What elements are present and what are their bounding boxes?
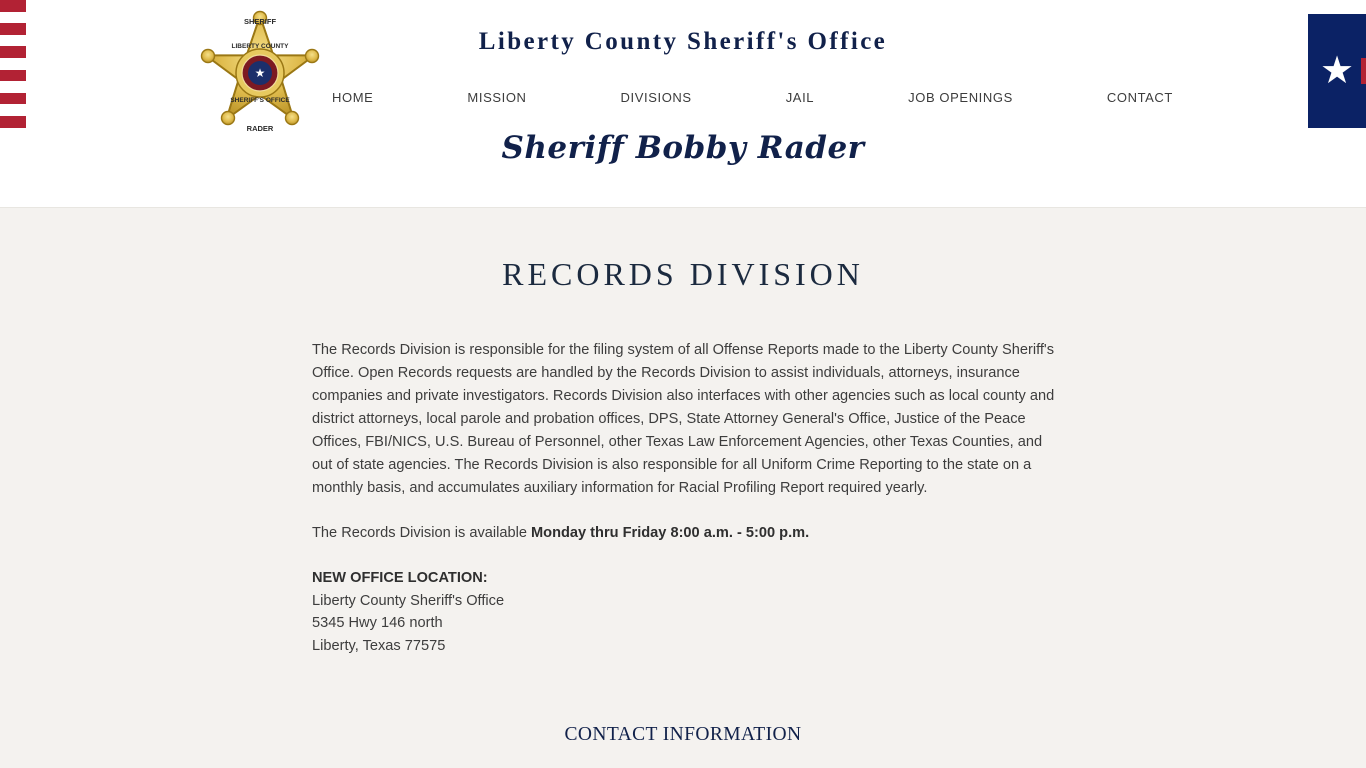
office-location-block <box>312 567 1056 657</box>
contact-information-heading: CONTACT INFORMATION <box>564 724 802 745</box>
texas-flag-red-stripe <box>1361 58 1366 84</box>
records-division-body <box>310 339 1056 657</box>
us-flag-stripes-icon <box>0 0 26 128</box>
nav-item-jail[interactable]: JAIL <box>785 90 815 105</box>
main-navigation <box>330 86 1175 109</box>
sheriff-signature: Sheriff Bobby Rader <box>501 130 865 166</box>
office-street: 5345 Hwy 146 north <box>312 615 443 631</box>
availability-hours: Monday thru Friday 8:00 a.m. - 5:00 p.m. <box>531 525 810 541</box>
availability-prefix: The Records Division is available <box>312 525 531 541</box>
availability-paragraph <box>312 522 1056 545</box>
main-content <box>0 208 1366 768</box>
nav-item-mission[interactable]: MISSION <box>467 90 527 105</box>
nav-item-divisions[interactable]: DIVISIONS <box>620 90 692 105</box>
site-title: Liberty County Sheriff's Office <box>478 28 888 55</box>
svg-text:★: ★ <box>254 66 266 80</box>
texas-flag-icon <box>1308 14 1366 128</box>
nav-item-contact[interactable]: CONTACT <box>1106 90 1173 105</box>
badge-top-text: SHERIFF <box>243 17 277 26</box>
office-location-label: NEW OFFICE LOCATION: <box>312 570 488 586</box>
nav-item-job-openings[interactable]: JOB OPENINGS <box>908 90 1013 105</box>
office-city-state-zip: Liberty, Texas 77575 <box>312 637 446 654</box>
sheriff-badge-logo[interactable] <box>195 10 325 136</box>
texas-flag-star-icon: ★ <box>1319 50 1355 92</box>
records-description-paragraph: The Records Division is responsible for the filing system of all Offense Reports made to the Liberty County Sheriff's Office. Open Records requests are handled by the Records Division to assist individuals, attorneys, insurance companies and private investigators. Records Division also interfaces with other agencies such as local county and district attorneys, local parole and probation offices, DPS, State Attorney General's Office, Justice of the Peace Offices, FBI/NICS, U.S. Bureau of Personnel, other Texas Law Enforcement Agencies, other Texas Counties, and out of state agencies. The Records Division is also responsible for all Uniform Crime Reporting to the state on a monthly basis, and accumulates auxiliary information for Racial Profiling Report required yearly. <box>312 342 1055 496</box>
site-header <box>0 0 1366 208</box>
page-title: RECORDS DIVISION <box>502 256 864 292</box>
badge-county-text: LIBERTY COUNTY <box>231 43 289 50</box>
office-name: Liberty County Sheriff's Office <box>312 592 505 609</box>
badge-bottom-text: RADER <box>246 124 274 133</box>
badge-office-text: SHERIFF'S OFFICE <box>230 97 290 104</box>
nav-item-home[interactable]: HOME <box>332 90 374 105</box>
